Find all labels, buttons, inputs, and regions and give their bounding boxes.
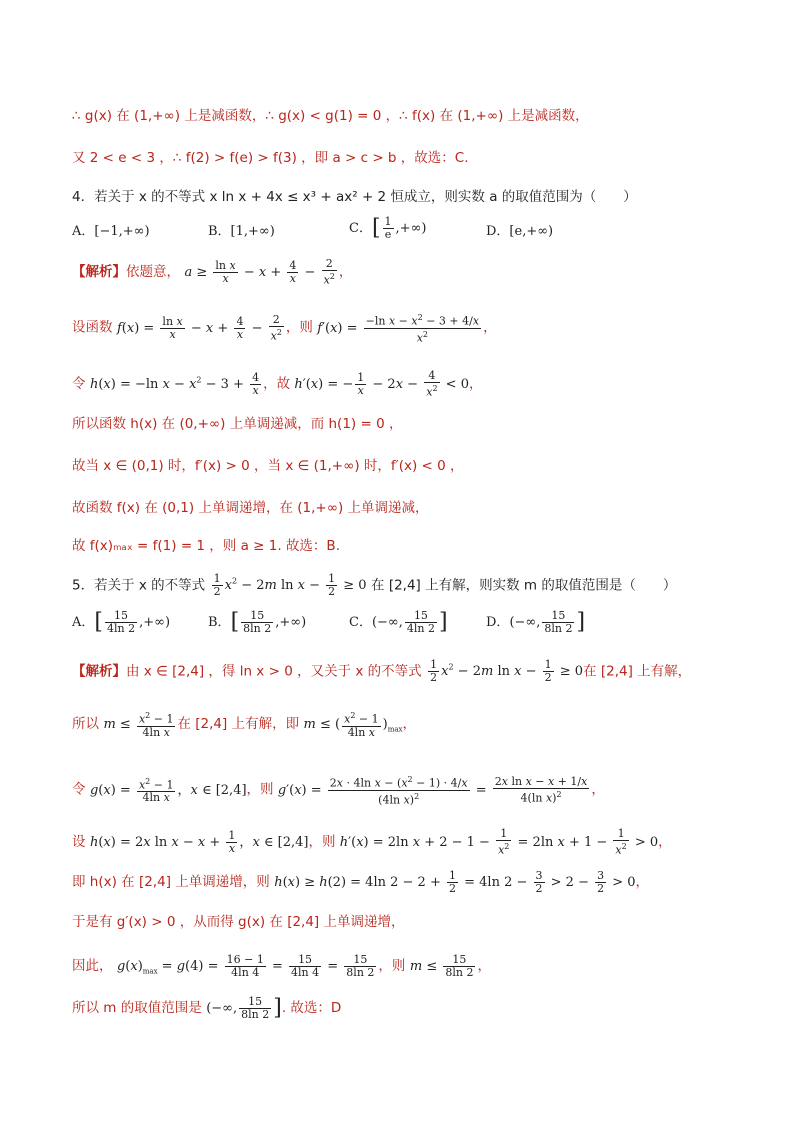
q4-solution-step-2: 设函数 f(x) = $\frac{\text{ln x}}{x}$ − x + $\frac{4}{x}$ − $\frac{2}{x^2}$ ，则 f′(x) = $\frac{-\ln x - x^2 - 3 + 4/x}{x^2}$ ， [72, 312, 497, 345]
question-5-options [72, 610, 754, 644]
question-4-stem: 4．若关于 x 的不等式 x ln x + 4x ≤ x³ + ax² + 2 恒成立，则实数 a 的取值范围为（ ） [72, 189, 637, 205]
q4-solution-step-3: 令 h(x) = −ln $x - x^2 - 3$ + $\frac{4}{x}$ ，故 h′(x) = − $\frac{1}{x}$ − 2x − $\frac{4}{x^2}$ < 0， [72, 369, 483, 399]
q5-solution-step-2: 所以 m ≤ $\frac{x^2 - 1}{\text{4ln x}}$ 在 [2,4] 上有解，即 m ≤ ( $\frac{x^2 - 1}{\text{4ln x}}$ )$_{max}$， [72, 711, 416, 739]
q5-solution-step-8: 所以 m 的取值范围是 (−∞, $\frac{15}{8\ln 2}$ ]. 故选：D [72, 995, 342, 1021]
q5-option-d: D．(−∞, $\frac{15}{8\ln 2}$ ] [486, 609, 586, 635]
solution-line-1: ∴ g(x) 在 (1,+∞) 上是减函数，∴ g(x) < g(1) = 0 ，∴ f(x) 在 (1,+∞) 上是减函数， [72, 108, 589, 124]
q4-solution-step-6: 故函数 f(x) 在 (0,1) 上单调递增，在 (1,+∞) 上单调递减， [72, 500, 429, 516]
q5-solution-step-1: 【解析】由 x ∈ [2,4] ，得 ln x > 0 ，又关于 x 的不等式 $\frac{1}{2}$ $x^2 - 2m$ ln x − $\frac{1}{2}$ ≥ 0在 [2,4] 上有解， [72, 658, 692, 685]
q4-solution-step-5: 故当 x ∈ (0,1) 时，f′(x) > 0 ，当 x ∈ (1,+∞) 时，f′(x) < 0 ， [72, 458, 464, 474]
question-5-stem: 5．若关于 x 的不等式 $\frac{1}{2}$ $x^2 - 2m$ ln x − $\frac{1}{2}$ ≥ 0 在 [2,4] 上有解，则实数 m 的取值范围是（ ） [72, 572, 677, 599]
q4-solution-step-1: 【解析】依题意， a ≥ $\frac{\text{ln x}}{x}$ − x + $\frac{4}{x}$ − $\frac{2}{x^2}$ ， [72, 257, 353, 287]
q4-solution-step-4: 所以函数 h(x) 在 (0,+∞) 上单调递减，而 h(1) = 0 ， [72, 416, 403, 432]
q5-option-b: B．[ $\frac{15}{8\ln 2}$ ,+∞) [208, 609, 307, 635]
q5-option-c: C．(−∞, $\frac{15}{4\ln 2}$ ] [349, 609, 448, 635]
question-4-options [72, 215, 754, 246]
q5-solution-step-6: 于是有 g′(x) > 0 ，从而得 g(x) 在 [2,4] 上单调递增， [72, 914, 405, 930]
q4-option-d: D．[e,+∞) [486, 224, 554, 239]
q5-solution-step-5: 即 h(x) 在 [2,4] 上单调递增，则 h(x) ≥ h(2) = 4ln 2 − 2 + $\frac{1}{2}$ = 4ln 2 − $\frac{3}{2}$ > 2 − $\frac{3}{2}$ > 0， [72, 869, 650, 895]
q5-solution-step-3: 令 g(x) = $\frac{x^2 - 1}{\text{4ln x}}$ ，x ∈ [2,4]，则 g′(x) = $\frac{2x \cdot 4\ln x - (x^2 - 1) \cdot 4/x}{(4\ln x)^2}$ = $\frac{\text{2x ln x − x + 1/x}}{4(\ln x)^2}$ ， [72, 774, 605, 807]
solution-line-2: 又 2 < e < 3 ，∴ f(2) > f(e) > f(3) ，即 a > c > b ，故选：C. [72, 150, 469, 166]
q5-solution-step-7: 因此， $g(x)_{max} = g(4)$ = $\frac{16 - 1}{4\ln 4}$ = $\frac{15}{4\ln 4}$ = $\frac{15}{8\ln 2}$ ，则 m ≤ $\frac{15}{8\ln 2}$ ， [72, 953, 491, 979]
q4-option-b: B．[1,+∞) [208, 224, 275, 239]
q4-option-c: C．[ $\frac{1}{e}$ ,+∞) [349, 215, 427, 241]
q4-option-a: A．[−1,+∞) [72, 224, 150, 239]
q5-option-a: A．[ $\frac{15}{4\ln 2}$ ,+∞) [72, 609, 171, 635]
q5-solution-step-4: 设 h(x) = 2x ln x − x + $\frac{1}{x}$ ，x ∈ [2,4]，则 h′(x) = 2ln x + 2 − 1 − $\frac{1}{x^2}$ = 2ln x + 1 − $\frac{1}{x^2}$ > 0， [72, 827, 672, 857]
q4-solution-step-7: 故 f(x)ₘₐₓ = f(1) = 1 ，则 a ≥ 1. 故选：B. [72, 538, 340, 554]
